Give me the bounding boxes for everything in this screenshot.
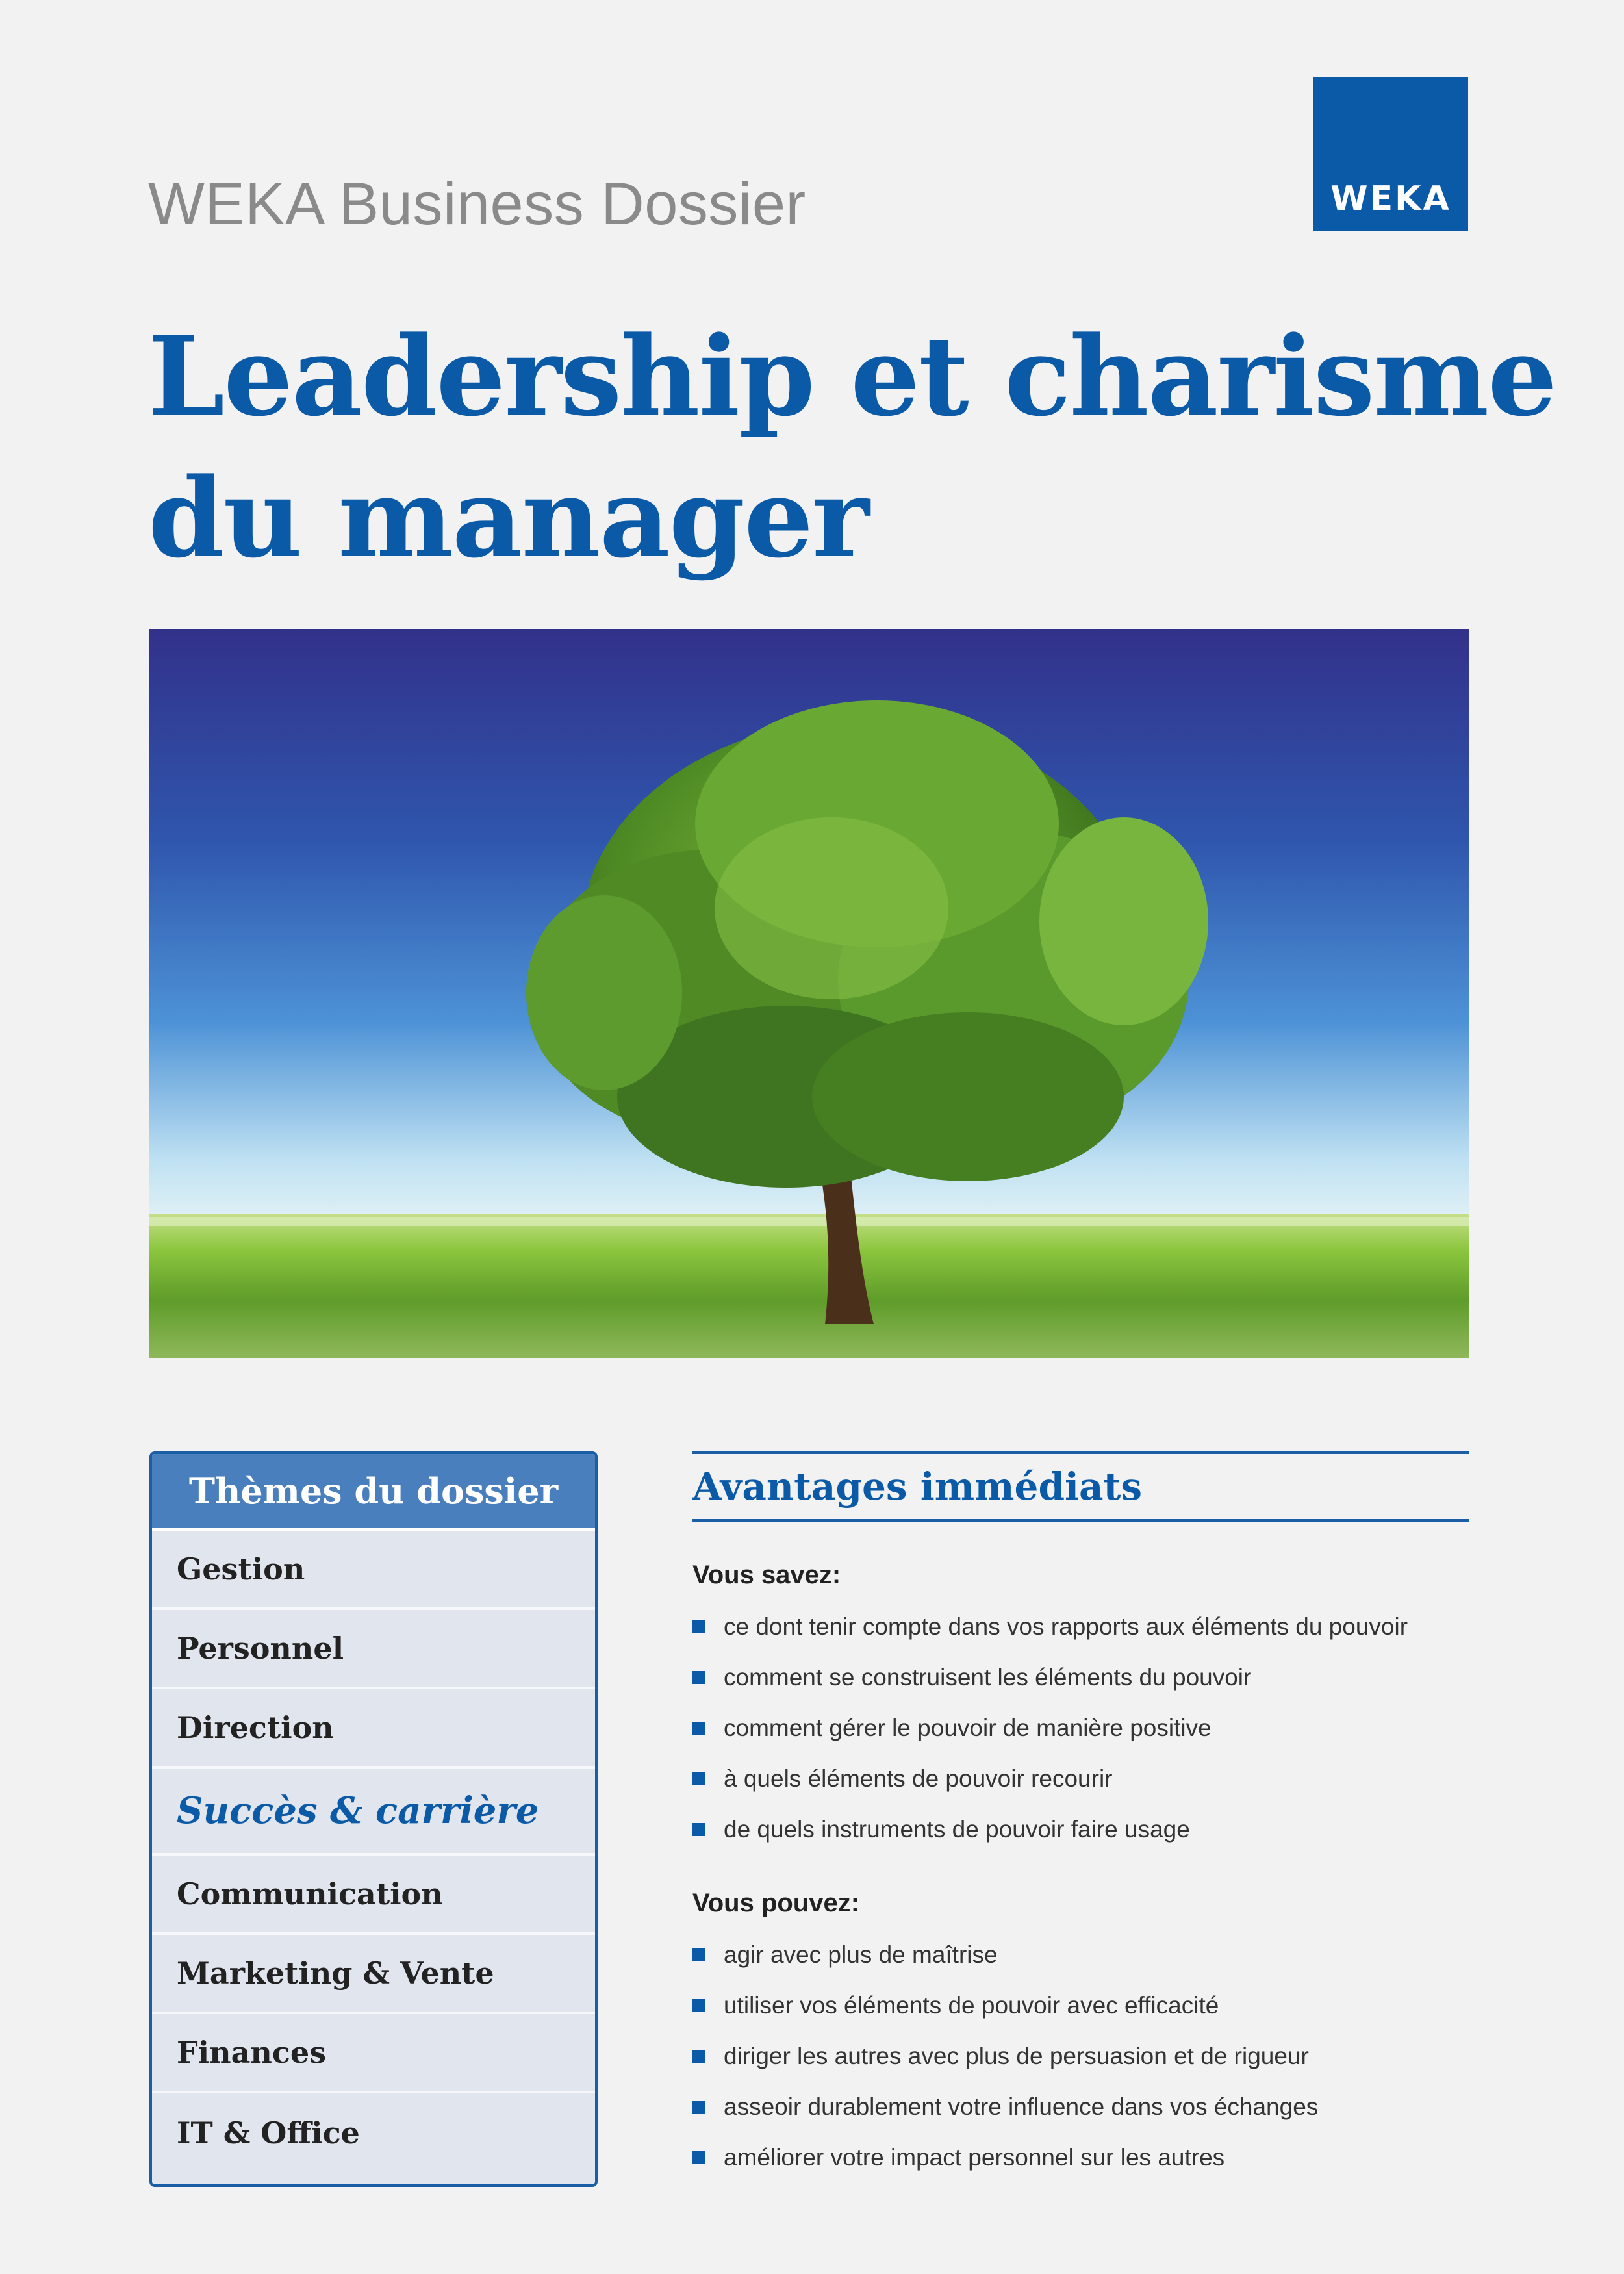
theme-item-it-office[interactable]: IT & Office (177, 2115, 360, 2151)
page-title (148, 305, 1556, 589)
list-item: à quels éléments de pouvoir recourir (692, 1754, 1469, 1804)
vous-savez-label: Vous savez: (692, 1561, 841, 1589)
weka-logo (1313, 77, 1468, 231)
list-item: améliorer votre impact personnel sur les autres (692, 2132, 1469, 2183)
square-bullet-icon (692, 1620, 705, 1633)
list-item: comment gérer le pouvoir de manière positive (692, 1703, 1469, 1754)
theme-item-marketing-vente[interactable]: Marketing & Vente (152, 1935, 595, 2014)
square-bullet-icon (692, 2101, 705, 2114)
theme-item-gestion[interactable]: Gestion (152, 1531, 595, 1610)
list-item: utiliser vos éléments de pouvoir avec efficacité (692, 1980, 1469, 2031)
themes-panel (149, 1451, 598, 2187)
theme-item-communication[interactable]: Communication (152, 1856, 595, 1935)
hero-image (149, 629, 1469, 1358)
list-item: agir avec plus de maîtrise (692, 1930, 1469, 1980)
list-item: asseoir durablement votre influence dans vos échanges (692, 2082, 1469, 2132)
theme-item-succes-carriere[interactable]: Succès & carrière (152, 1769, 595, 1856)
list-item: comment se construisent les éléments du pouvoir (692, 1652, 1469, 1703)
theme-item-direction[interactable]: Direction (152, 1689, 595, 1769)
square-bullet-icon (692, 2151, 705, 2164)
advantages-section (692, 1451, 1469, 2183)
square-bullet-icon (692, 2050, 705, 2063)
logo-text: WEKA (1330, 179, 1451, 218)
tree-in-meadow-photo (149, 629, 1469, 1358)
square-bullet-icon (692, 1722, 705, 1735)
vous-pouvez-list (692, 1930, 1469, 2183)
themes-header: Thèmes du dossier (152, 1454, 595, 1531)
series-title: WEKA Business Dossier (148, 171, 806, 237)
square-bullet-icon (692, 1671, 705, 1684)
square-bullet-icon (692, 1772, 705, 1785)
list-item: de quels instruments de pouvoir faire usage (692, 1804, 1469, 1855)
vous-savez-list (692, 1602, 1469, 1855)
title-line-2: du manager (148, 454, 869, 582)
theme-item-personnel[interactable]: Personnel (152, 1610, 595, 1689)
advantages-header: Avantages immédiats (692, 1451, 1469, 1522)
list-item: ce dont tenir compte dans vos rapports aux éléments du pouvoir (692, 1602, 1469, 1652)
title-line-1: Leadership et charisme (148, 312, 1556, 441)
square-bullet-icon (692, 1999, 705, 2012)
list-item: diriger les autres avec plus de persuasion et de rigueur (692, 2031, 1469, 2082)
vous-pouvez-label: Vous pouvez: (692, 1889, 860, 1917)
square-bullet-icon (692, 1823, 705, 1836)
square-bullet-icon (692, 1948, 705, 1961)
theme-item-finances[interactable]: Finances (152, 2014, 595, 2093)
